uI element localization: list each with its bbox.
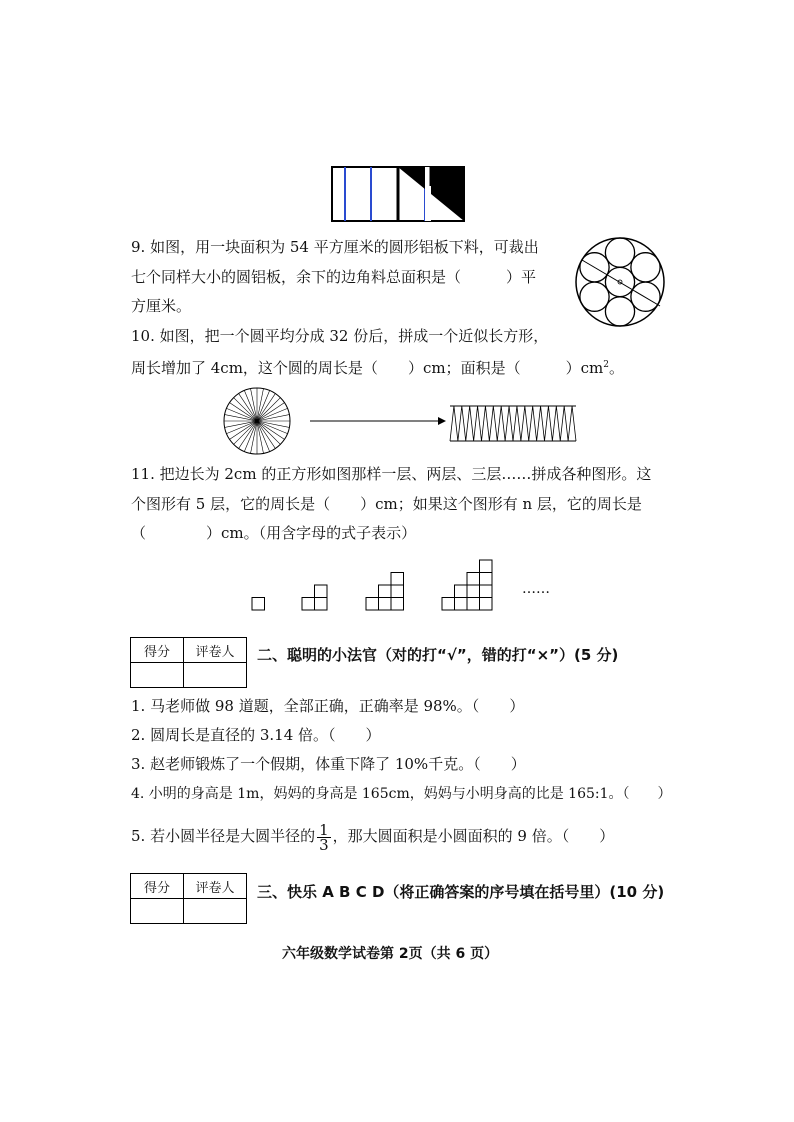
s2-item5-post: ，那大圆面积是小圆面积的 9 倍。（ ） <box>332 827 615 845</box>
s2-item2: 2. 圆周长是直径的 3.14 倍。（ ） <box>131 726 381 744</box>
zigzag-line <box>450 406 576 441</box>
grader-cell[interactable] <box>184 663 247 688</box>
seven-circles-figure <box>574 236 666 328</box>
s2-item3: 3. 赵老师锻炼了一个假期，体重下降了 10%千克。（ ） <box>131 755 526 773</box>
circle-radius-line <box>234 421 257 444</box>
q10-line2-text: 周长增加了 4cm，这个圆的周长是（ ）cm；面积是（ ）cm <box>131 359 604 377</box>
unit-square <box>467 585 480 598</box>
unit-square <box>391 573 404 586</box>
q9-line1: 9. 如图，用一块面积为 54 平方厘米的圆形铝板下料，可裁出 <box>131 238 539 256</box>
q11-ellipsis: …… <box>522 581 550 597</box>
unit-square <box>467 598 480 611</box>
q9-line2: 七个同样大小的圆铝板，余下的边角料总面积是（ ）平 <box>131 268 537 286</box>
s2-item5 <box>131 818 614 854</box>
q11-line2-text: 个图形有 5 层，它的周长是（ ）cm；如果这个图形有 n 层，它的周长是 <box>131 495 642 513</box>
unit-square <box>315 598 328 611</box>
circle-radius-line <box>257 421 280 444</box>
rectangle-strips-figure <box>331 166 465 222</box>
score-cell[interactable] <box>131 899 184 924</box>
stair-shapes <box>252 560 492 610</box>
unit-square <box>480 598 493 611</box>
s2-item1: 1. 马老师做 98 道题，全部正确，正确率是 98%。（ ） <box>131 697 525 715</box>
unit-square <box>480 585 493 598</box>
score-label: 得分 <box>131 874 184 899</box>
unit-square <box>366 598 379 611</box>
unit-square <box>442 598 455 611</box>
section3-score-table <box>130 873 247 924</box>
section2-title: 二、聪明的小法官（对的打“√”，错的打“×”）(5 分) <box>257 646 619 664</box>
unit-square <box>379 598 392 611</box>
q10-line2-end: 。 <box>608 359 624 377</box>
unit-square <box>379 585 392 598</box>
unit-square <box>391 585 404 598</box>
fraction-numerator: 1 <box>319 820 329 839</box>
score-cell[interactable] <box>131 663 184 688</box>
q11-line3: （ ）cm。（用含字母的式子表示） <box>131 524 417 542</box>
unit-square <box>252 598 265 611</box>
q11-line1: 11. 把边长为 2cm 的正方形如图那样一层、两层、三层……拼成各种图形。这 <box>131 465 652 483</box>
page-footer: 六年级数学试卷第 2页（共 6 页） <box>282 946 499 962</box>
grader-label: 评卷人 <box>184 638 247 663</box>
q10-line2 <box>131 354 624 379</box>
s2-item5-pre: 5. 若小圆半径是大圆半径的 <box>131 827 316 845</box>
unit-square <box>302 598 315 611</box>
q11-line2 <box>131 493 642 515</box>
grader-label: 评卷人 <box>184 874 247 899</box>
unit-square <box>455 585 468 598</box>
fraction-denominator: 3 <box>319 835 329 854</box>
section3-title: 三、快乐 A B C D（将正确答案的序号填在括号里）(10 分) <box>257 883 665 901</box>
divided-circle <box>224 388 290 454</box>
score-label: 得分 <box>131 638 184 663</box>
approx-rectangle <box>450 406 576 441</box>
fraction <box>317 820 331 854</box>
grader-cell[interactable] <box>184 899 247 924</box>
unit-square <box>391 598 404 611</box>
q10-line1: 10. 如图，把一个圆平均分成 32 份后，拼成一个近似长方形， <box>131 327 549 345</box>
circle-to-rectangle-figure <box>214 386 584 456</box>
unit-square <box>480 573 493 586</box>
q9-line3: 方厘米。 <box>131 297 192 315</box>
unit-square <box>467 573 480 586</box>
circle-radius-line <box>234 398 257 421</box>
unit-square <box>315 585 328 598</box>
circle-radius-line <box>257 398 280 421</box>
unit-square <box>455 598 468 611</box>
q10-unit-sup: 2 <box>603 360 609 370</box>
square-staircase-figure <box>245 550 565 615</box>
unit-square <box>480 560 493 573</box>
s2-item4: 4. 小明的身高是 1m，妈妈的身高是 165cm，妈妈与小明身高的比是 165:1。（ ） <box>131 786 672 802</box>
section2-score-table <box>130 637 247 688</box>
